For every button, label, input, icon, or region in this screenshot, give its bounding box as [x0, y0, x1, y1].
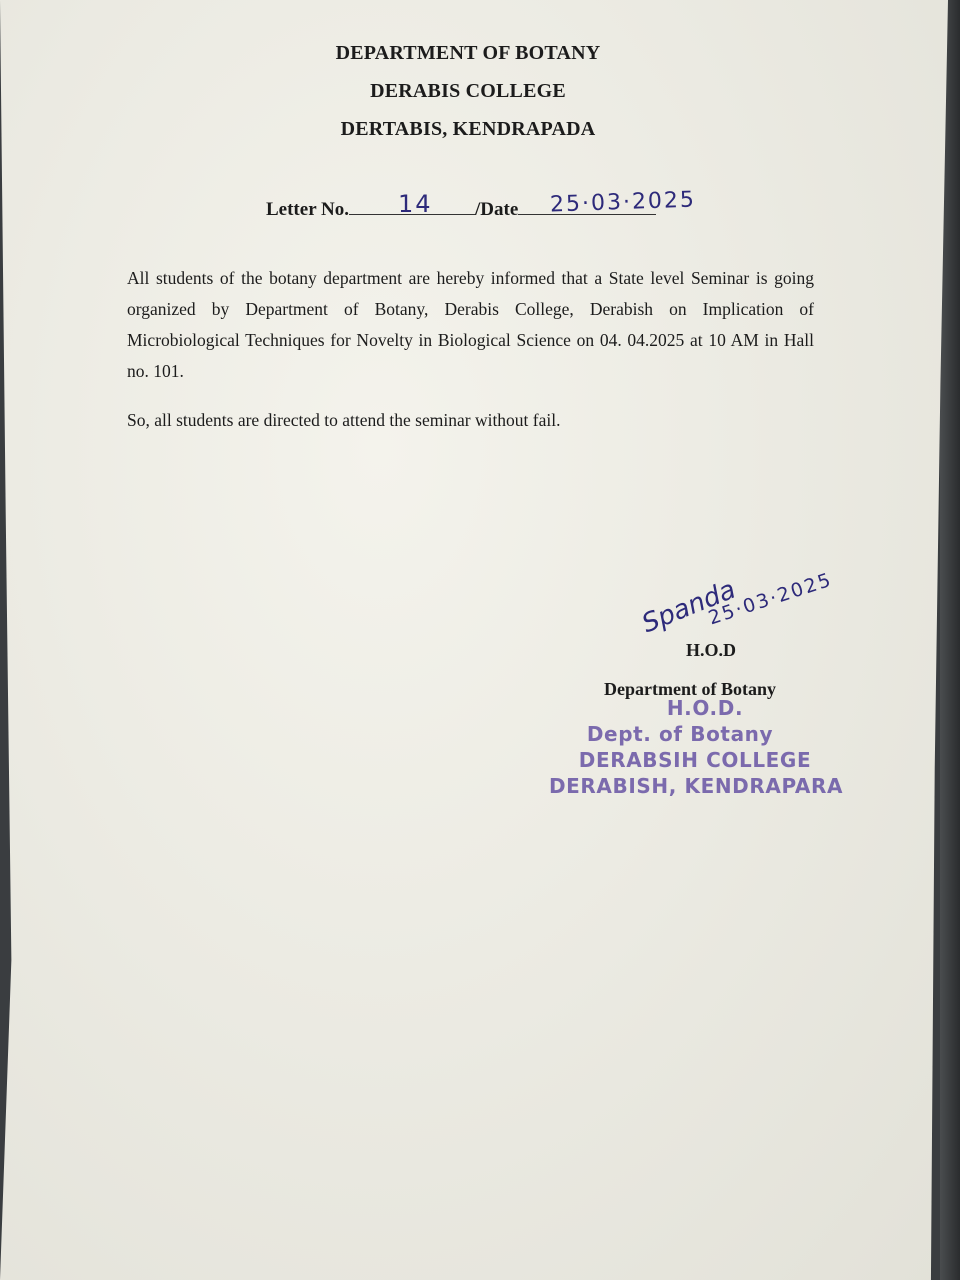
date-handwritten: 25·03·2025: [549, 187, 697, 218]
notice-paragraph: All students of the botany department are hereby informed that a State level Seminar is going organized by Department of Botany, Derabis College, Derabish on Implication of Microbiological Techniques for Novelty in Biological Science on 04. 04.2025 at 10 AM in Hall no. 101.: [127, 268, 814, 381]
letter-number-handwritten: 14: [398, 190, 433, 218]
date-label: /Date: [475, 199, 519, 220]
header-college: DERABIS COLLEGE: [370, 80, 566, 102]
hod-title: H.O.D: [686, 640, 737, 660]
instruction-paragraph: So, all students are directed to attend the seminar without fail.: [127, 410, 561, 430]
department-line: Department of Botany: [604, 679, 776, 699]
signature-date: 25·03·2025: [705, 568, 836, 630]
stamp-college: DERABSIH COLLEGE: [578, 748, 812, 772]
header-department: DEPARTMENT OF BOTANY: [335, 42, 601, 64]
letter-number-label: Letter No.: [266, 199, 350, 220]
stamp-location: DERABISH, KENDRAPARA: [548, 774, 844, 798]
stamp-hod: H.O.D.: [666, 696, 744, 720]
stamp-dept: Dept. of Botany: [586, 722, 774, 746]
signature-handwritten: Spanda: [637, 574, 740, 640]
header-location: DERTABIS, KENDRAPADA: [340, 118, 596, 140]
